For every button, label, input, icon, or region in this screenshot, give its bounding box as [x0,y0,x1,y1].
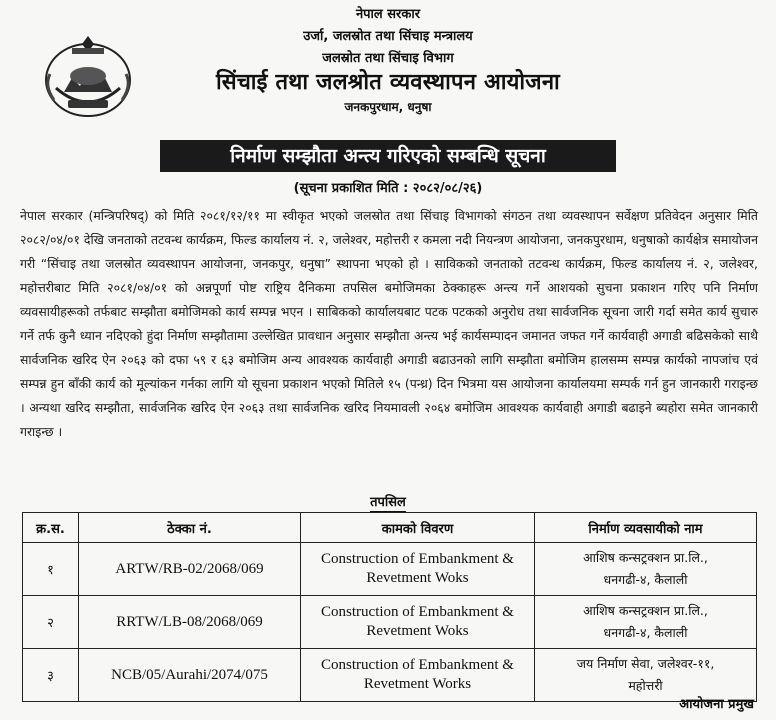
row-contract-no: ARTW/RB-02/2068/069 [79,543,301,596]
row-contractor-line1: जय निर्माण सेवा, जलेश्वर-११, [576,656,715,671]
department-name: जलस्रोत तथा सिंचाइ विभाग [322,51,454,66]
row-contract-no: RRTW/LB-08/2068/069 [79,596,301,649]
header-contractor: निर्माण व्यवसायीको नाम [535,513,757,543]
row-contractor-line1: आशिष कन्सट्रक्शन प्रा.लि., [583,603,708,618]
office-location: जनकपुरधाम, धनुषा [344,100,432,114]
row-description-line1: Construction of Embankment & [321,551,514,567]
header-description: कामको विवरण [301,513,535,543]
ministry-name: उर्जा, जलस्रोत तथा सिंचाइ मन्त्रालय [303,29,473,44]
table-row [23,649,757,702]
header-serial: क्र.स. [23,513,79,543]
row-description-line2: Revetment Works [363,676,472,692]
row-description-line1: Construction of Embankment & [321,657,514,673]
header-contract-no: ठेक्का नं. [79,513,301,543]
row-contractor [535,543,757,596]
row-contractor [535,596,757,649]
row-description [301,649,535,702]
project-name: सिंचाई तथा जलश्रोत व्यवस्थापन आयोजना [216,70,560,95]
table-header-row [23,513,757,543]
row-contract-no: NCB/05/Aurahi/2074/075 [79,649,301,702]
row-serial: २ [23,596,79,649]
row-contractor-line2: धनगढी-४, कैलाली [603,572,688,587]
contracts-table [22,512,757,702]
row-description-line2: Revetment Woks [366,570,469,586]
row-contractor-line2: महोत्तरी [628,678,663,693]
notice-title: निर्माण सम्झौता अन्त्य गरिएको सम्बन्धि सूचना [160,140,616,172]
schedule-caption-text: तपसिल [370,495,406,510]
row-description-line2: Revetment Woks [366,623,469,639]
published-date: (सूचना प्रकाशित मिति : २०८२/०८/२६) [293,181,483,196]
row-contractor-line1: आशिष कन्सट्रक्शन प्रा.लि., [583,550,708,565]
schedule-caption [0,492,776,510]
table-row [23,543,757,596]
table-row [23,596,757,649]
row-description [301,596,535,649]
letterhead [0,6,776,113]
row-serial: १ [23,543,79,596]
signatory-title: आयोजना प्रमुख [679,697,754,712]
row-contractor-line2: धनगढी-४, कैलाली [603,625,688,640]
notice-body: नेपाल सरकार (मन्त्रिपरिषद्) को मिति २०८१/१२/११ मा स्वीकृत भएको जलस्रोत तथा सिंचाइ विभागको संगठन तथा व्यवस्थापन सर्वेक्षण प्रतिवेदन अनुसार मिति २०८२/०४/०१ देखि जनताको तटवन्ध कार्यक्रम, फिल्ड कार्यालय नं. २, जलेश्वर, महोत्तरी र कमला नदी नियन्त्रण आयोजना, जनकपुरधाम, धनुषाको कार्यक्षेत्र समायोजन गरी “सिंचाइ तथा जलस्रोत व्यवस्थापन आयोजना, जनकपुर, धनुषा” स्थापना भएको हो । साविकको जनताको तटवन्ध कार्यक्रम, फिल्ड कार्यालय नं. २, जलेश्वर, महोत्तरीबाट मिति २०८१/०४/०१ को अन्नपूर्णा पोष्ट राष्ट्रिय दैनिकमा तपसिल बमोजिमका ठेक्काहरू अन्त्य गर्ने आशयको सुचना प्रकाशन गरिए पनि निर्माण व्यवसायीहरूको तर्फबाट सम्झौता बमोजिमको कार्य सम्पन्न भएन । साबिकको कार्यालयबाट पटक पटकको अनुरोध तथा सार्वजनिक सूचना जारी गर्दा समेत कार्य सुचारु गर्ने तर्फ कुनै ध्यान नदिएको हुंदा निर्माण सम्झौतामा उल्लेखित प्रावधान अनुसार सम्झौता अन्त्य भई कार्यसम्पादन जमानत जफत गर्ने कार्यवाही अगाडी बढिसकेको साथै सार्वजनिक खरिद ऐन २०६३ को दफा ५९ र ६३ बमोजिम अन्य आवश्यक कार्यवाही अगाडी बढाउनको लागि सम्झौता बमोजिम हालसम्म सम्पन्न कार्यको नापजांच एवं सम्पन्न हुन बाँकी कार्य को मूल्यांकन गर्नका लागि यो सूचना प्रकाशन भएको मितिले १५ (पन्ध्र) दिन भित्रमा यस आयोजना कार्यालयमा सम्पर्क गर्न हुन जानकारी गराइन्छ । अन्यथा खरिद सम्झौता, सार्वजनिक खरिद ऐन २०६३ तथा सार्वजनिक खरिद नियमावली २०६४ बमोजिम आवश्यक कार्यवाही अगाडी बढाइने ब्यहोरा समेत जानकारी गराइन्छ । [20,208,758,439]
government-name: नेपाल सरकार [355,7,421,22]
row-description-line1: Construction of Embankment & [321,604,514,620]
row-serial: ३ [23,649,79,702]
row-description [301,543,535,596]
